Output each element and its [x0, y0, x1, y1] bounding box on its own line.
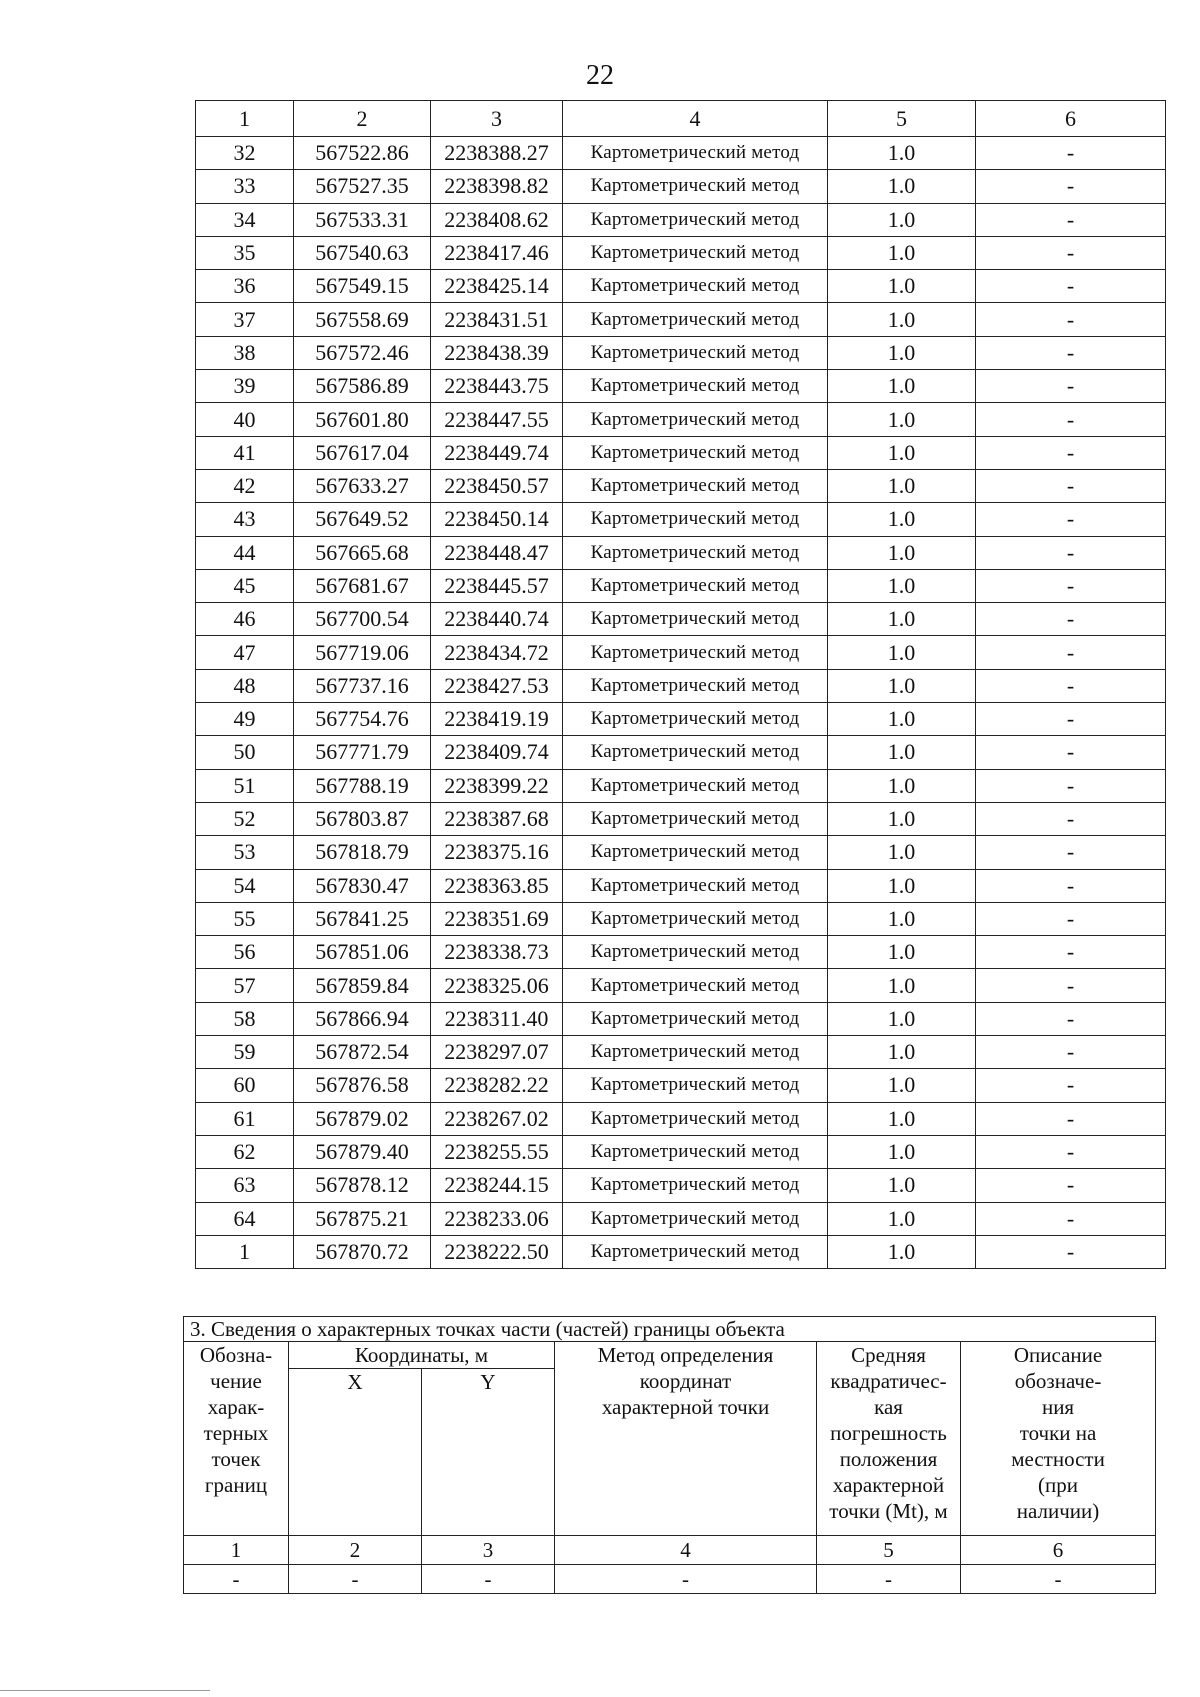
- point-number-cell: 56: [196, 936, 294, 969]
- point-number-cell: 34: [196, 203, 294, 236]
- x-coordinate-cell: 567818.79: [294, 836, 431, 869]
- method-cell: Картометрический метод: [563, 1135, 828, 1168]
- error-cell: 1.0: [828, 469, 976, 502]
- description-cell: -: [976, 902, 1166, 935]
- table-row: [196, 303, 1166, 336]
- header-x: X: [289, 1369, 422, 1536]
- table-row: [196, 170, 1166, 203]
- y-coordinate-cell: 2238282.22: [431, 1069, 563, 1102]
- y-coordinate-cell: 2238311.40: [431, 1002, 563, 1035]
- x-coordinate-cell: 567878.12: [294, 1169, 431, 1202]
- point-number-cell: 45: [196, 569, 294, 602]
- table-row: [196, 336, 1166, 369]
- error-cell: 1.0: [828, 503, 976, 536]
- method-cell: Картометрический метод: [563, 1169, 828, 1202]
- y-coordinate-cell: 2238417.46: [431, 236, 563, 269]
- y-coordinate-cell: 2238450.14: [431, 503, 563, 536]
- point-number-cell: 64: [196, 1202, 294, 1235]
- point-number-cell: 43: [196, 503, 294, 536]
- y-coordinate-cell: 2238267.02: [431, 1102, 563, 1135]
- y-coordinate-cell: 2238375.16: [431, 836, 563, 869]
- table-row: [196, 869, 1166, 902]
- method-cell: Картометрический метод: [563, 869, 828, 902]
- y-coordinate-cell: 2238445.57: [431, 569, 563, 602]
- error-cell: 1.0: [828, 270, 976, 303]
- method-cell: Картометрический метод: [563, 503, 828, 536]
- header-coordinates: Координаты, м: [289, 1342, 555, 1369]
- y-coordinate-cell: 2238338.73: [431, 936, 563, 969]
- x-coordinate-cell: 567879.02: [294, 1102, 431, 1135]
- point-number-cell: 33: [196, 170, 294, 203]
- method-cell: Картометрический метод: [563, 636, 828, 669]
- table-row: [196, 503, 1166, 536]
- table-row: [196, 669, 1166, 702]
- description-cell: -: [976, 836, 1166, 869]
- method-cell: Картометрический метод: [563, 569, 828, 602]
- point-number-cell: 42: [196, 469, 294, 502]
- method-cell: Картометрический метод: [563, 1202, 828, 1235]
- x-coordinate-cell: 567876.58: [294, 1069, 431, 1102]
- point-number-cell: 63: [196, 1169, 294, 1202]
- method-cell: Картометрический метод: [563, 936, 828, 969]
- method-cell: Картометрический метод: [563, 336, 828, 369]
- description-cell: -: [976, 1235, 1166, 1268]
- method-cell: Картометрический метод: [563, 703, 828, 736]
- error-cell: 1.0: [828, 303, 976, 336]
- column-number-cell: 1: [196, 101, 294, 137]
- x-coordinate-cell: 567533.31: [294, 203, 431, 236]
- point-number-cell: 58: [196, 1002, 294, 1035]
- x-coordinate-cell: 567649.52: [294, 503, 431, 536]
- description-cell: -: [976, 1202, 1166, 1235]
- table-row: [196, 270, 1166, 303]
- y-coordinate-cell: 2238425.14: [431, 270, 563, 303]
- description-cell: -: [976, 536, 1166, 569]
- description-cell: -: [976, 769, 1166, 802]
- y-coordinate-cell: 2238398.82: [431, 170, 563, 203]
- table-row: [196, 1235, 1166, 1268]
- section3-number-row: [184, 1536, 1156, 1565]
- error-cell: 1.0: [828, 703, 976, 736]
- y-coordinate-cell: 2238388.27: [431, 137, 563, 170]
- description-cell: -: [976, 736, 1166, 769]
- error-cell: 1.0: [828, 969, 976, 1002]
- column-number-cell: 4: [563, 101, 828, 137]
- x-coordinate-cell: 567866.94: [294, 1002, 431, 1035]
- table-row: [196, 936, 1166, 969]
- point-number-cell: 47: [196, 636, 294, 669]
- x-coordinate-cell: 567754.76: [294, 703, 431, 736]
- y-coordinate-cell: 2238233.06: [431, 1202, 563, 1235]
- section3-empty-row: [184, 1565, 1156, 1594]
- x-coordinate-cell: 567572.46: [294, 336, 431, 369]
- method-cell: Картометрический метод: [563, 969, 828, 1002]
- error-cell: 1.0: [828, 802, 976, 835]
- method-cell: Картометрический метод: [563, 802, 828, 835]
- table-row: [196, 802, 1166, 835]
- error-cell: 1.0: [828, 1235, 976, 1268]
- method-cell: Картометрический метод: [563, 1102, 828, 1135]
- description-cell: -: [976, 1036, 1166, 1069]
- point-number-cell: 37: [196, 303, 294, 336]
- x-coordinate-cell: 567803.87: [294, 802, 431, 835]
- error-cell: 1.0: [828, 536, 976, 569]
- table-row: [196, 1135, 1166, 1168]
- table-row: [196, 236, 1166, 269]
- x-coordinate-cell: 567875.21: [294, 1202, 431, 1235]
- column-number-cell: 2: [294, 101, 431, 137]
- error-cell: 1.0: [828, 636, 976, 669]
- table-row: [196, 769, 1166, 802]
- header-method: Метод определения координат характерной точки: [555, 1342, 817, 1536]
- table-row: [196, 1202, 1166, 1235]
- description-cell: -: [976, 936, 1166, 969]
- error-cell: 1.0: [828, 902, 976, 935]
- error-cell: 1.0: [828, 137, 976, 170]
- x-coordinate-cell: 567830.47: [294, 869, 431, 902]
- x-coordinate-cell: 567870.72: [294, 1235, 431, 1268]
- error-cell: 1.0: [828, 1002, 976, 1035]
- point-number-cell: 59: [196, 1036, 294, 1069]
- x-coordinate-cell: 567522.86: [294, 137, 431, 170]
- table-row: [196, 569, 1166, 602]
- error-cell: 1.0: [828, 1169, 976, 1202]
- error-cell: 1.0: [828, 736, 976, 769]
- error-cell: 1.0: [828, 769, 976, 802]
- point-number-cell: 61: [196, 1102, 294, 1135]
- method-cell: Картометрический метод: [563, 170, 828, 203]
- error-cell: 1.0: [828, 336, 976, 369]
- description-cell: -: [976, 603, 1166, 636]
- empty-cell: -: [184, 1565, 289, 1594]
- description-cell: -: [976, 1169, 1166, 1202]
- method-cell: Картометрический метод: [563, 403, 828, 436]
- y-coordinate-cell: 2238434.72: [431, 636, 563, 669]
- empty-cell: -: [961, 1565, 1156, 1594]
- description-cell: -: [976, 1002, 1166, 1035]
- point-number-cell: 50: [196, 736, 294, 769]
- method-cell: Картометрический метод: [563, 536, 828, 569]
- error-cell: 1.0: [828, 436, 976, 469]
- description-cell: -: [976, 436, 1166, 469]
- x-coordinate-cell: 567859.84: [294, 969, 431, 1002]
- number-cell: 5: [817, 1536, 961, 1565]
- table-row: [196, 603, 1166, 636]
- x-coordinate-cell: 567540.63: [294, 236, 431, 269]
- point-number-cell: 40: [196, 403, 294, 436]
- method-cell: Картометрический метод: [563, 436, 828, 469]
- description-cell: -: [976, 336, 1166, 369]
- description-cell: -: [976, 236, 1166, 269]
- description-cell: -: [976, 370, 1166, 403]
- description-cell: -: [976, 303, 1166, 336]
- x-coordinate-cell: 567719.06: [294, 636, 431, 669]
- description-cell: -: [976, 270, 1166, 303]
- description-cell: -: [976, 403, 1166, 436]
- point-number-cell: 48: [196, 669, 294, 702]
- number-cell: 3: [422, 1536, 555, 1565]
- empty-cell: -: [422, 1565, 555, 1594]
- table-row: [196, 703, 1166, 736]
- table-row: [196, 370, 1166, 403]
- error-cell: 1.0: [828, 1036, 976, 1069]
- description-cell: -: [976, 503, 1166, 536]
- description-cell: -: [976, 703, 1166, 736]
- description-cell: -: [976, 1102, 1166, 1135]
- y-coordinate-cell: 2238419.19: [431, 703, 563, 736]
- description-cell: -: [976, 469, 1166, 502]
- x-coordinate-cell: 567527.35: [294, 170, 431, 203]
- method-cell: Картометрический метод: [563, 203, 828, 236]
- x-coordinate-cell: 567771.79: [294, 736, 431, 769]
- x-coordinate-cell: 567549.15: [294, 270, 431, 303]
- description-cell: -: [976, 869, 1166, 902]
- point-number-cell: 32: [196, 137, 294, 170]
- number-cell: 6: [961, 1536, 1156, 1565]
- error-cell: 1.0: [828, 669, 976, 702]
- method-cell: Картометрический метод: [563, 236, 828, 269]
- description-cell: -: [976, 170, 1166, 203]
- table-row: [196, 1169, 1166, 1202]
- y-coordinate-cell: 2238440.74: [431, 603, 563, 636]
- table-row: [196, 137, 1166, 170]
- description-cell: -: [976, 137, 1166, 170]
- header-designation: Обозна- чение харак- терных точек границ: [184, 1342, 289, 1536]
- table-row: [196, 436, 1166, 469]
- column-number-cell: 3: [431, 101, 563, 137]
- y-coordinate-cell: 2238427.53: [431, 669, 563, 702]
- error-cell: 1.0: [828, 403, 976, 436]
- description-cell: -: [976, 569, 1166, 602]
- empty-cell: -: [289, 1565, 422, 1594]
- description-cell: -: [976, 203, 1166, 236]
- table-row: [196, 469, 1166, 502]
- method-cell: Картометрический метод: [563, 669, 828, 702]
- method-cell: Картометрический метод: [563, 137, 828, 170]
- table-row: [196, 636, 1166, 669]
- y-coordinate-cell: 2238363.85: [431, 869, 563, 902]
- description-cell: -: [976, 969, 1166, 1002]
- table-row: [196, 736, 1166, 769]
- x-coordinate-cell: 567601.80: [294, 403, 431, 436]
- error-cell: 1.0: [828, 1102, 976, 1135]
- error-cell: 1.0: [828, 1135, 976, 1168]
- empty-cell: -: [817, 1565, 961, 1594]
- method-cell: Картометрический метод: [563, 836, 828, 869]
- y-coordinate-cell: 2238222.50: [431, 1235, 563, 1268]
- method-cell: Картометрический метод: [563, 902, 828, 935]
- error-cell: 1.0: [828, 370, 976, 403]
- method-cell: Картометрический метод: [563, 1235, 828, 1268]
- point-number-cell: 1: [196, 1235, 294, 1268]
- point-number-cell: 51: [196, 769, 294, 802]
- section3-header-row: [184, 1342, 1156, 1369]
- point-number-cell: 41: [196, 436, 294, 469]
- error-cell: 1.0: [828, 1202, 976, 1235]
- point-number-cell: 62: [196, 1135, 294, 1168]
- error-cell: 1.0: [828, 569, 976, 602]
- point-number-cell: 57: [196, 969, 294, 1002]
- error-cell: 1.0: [828, 203, 976, 236]
- error-cell: 1.0: [828, 936, 976, 969]
- description-cell: -: [976, 669, 1166, 702]
- description-cell: -: [976, 802, 1166, 835]
- table-row: [196, 1102, 1166, 1135]
- header-y: Y: [422, 1369, 555, 1536]
- table-row: [196, 1002, 1166, 1035]
- method-cell: Картометрический метод: [563, 370, 828, 403]
- section3-table: [183, 1316, 1156, 1594]
- header-error: Средняя квадратичес- кая погрешность положения характерной точки (Mt), м: [817, 1342, 961, 1536]
- error-cell: 1.0: [828, 170, 976, 203]
- method-cell: Картометрический метод: [563, 603, 828, 636]
- empty-cell: -: [555, 1565, 817, 1594]
- y-coordinate-cell: 2238244.15: [431, 1169, 563, 1202]
- x-coordinate-cell: 567879.40: [294, 1135, 431, 1168]
- section3-title-row: [184, 1317, 1156, 1342]
- x-coordinate-cell: 567558.69: [294, 303, 431, 336]
- footer-divider: [0, 1690, 210, 1691]
- y-coordinate-cell: 2238408.62: [431, 203, 563, 236]
- table-row: [196, 203, 1166, 236]
- y-coordinate-cell: 2238325.06: [431, 969, 563, 1002]
- error-cell: 1.0: [828, 603, 976, 636]
- section3-title: 3. Сведения о характерных точках части (частей) границы объекта: [184, 1317, 1156, 1342]
- point-number-cell: 60: [196, 1069, 294, 1102]
- method-cell: Картометрический метод: [563, 1069, 828, 1102]
- point-number-cell: 39: [196, 370, 294, 403]
- y-coordinate-cell: 2238297.07: [431, 1036, 563, 1069]
- y-coordinate-cell: 2238447.55: [431, 403, 563, 436]
- point-number-cell: 38: [196, 336, 294, 369]
- header-description: Описание обозначе- ния точки на местности (при наличии): [961, 1342, 1156, 1536]
- table-row: [196, 1069, 1166, 1102]
- column-number-cell: 5: [828, 101, 976, 137]
- table-row: [196, 902, 1166, 935]
- x-coordinate-cell: 567681.67: [294, 569, 431, 602]
- method-cell: Картометрический метод: [563, 736, 828, 769]
- y-coordinate-cell: 2238409.74: [431, 736, 563, 769]
- point-number-cell: 52: [196, 802, 294, 835]
- y-coordinate-cell: 2238351.69: [431, 902, 563, 935]
- y-coordinate-cell: 2238399.22: [431, 769, 563, 802]
- x-coordinate-cell: 567633.27: [294, 469, 431, 502]
- y-coordinate-cell: 2238431.51: [431, 303, 563, 336]
- point-number-cell: 53: [196, 836, 294, 869]
- error-cell: 1.0: [828, 1069, 976, 1102]
- description-cell: -: [976, 636, 1166, 669]
- number-cell: 4: [555, 1536, 817, 1565]
- method-cell: Картометрический метод: [563, 1002, 828, 1035]
- x-coordinate-cell: 567872.54: [294, 1036, 431, 1069]
- point-number-cell: 44: [196, 536, 294, 569]
- y-coordinate-cell: 2238449.74: [431, 436, 563, 469]
- method-cell: Картометрический метод: [563, 469, 828, 502]
- y-coordinate-cell: 2238448.47: [431, 536, 563, 569]
- y-coordinate-cell: 2238443.75: [431, 370, 563, 403]
- error-cell: 1.0: [828, 236, 976, 269]
- method-cell: Картометрический метод: [563, 303, 828, 336]
- table-row: [196, 403, 1166, 436]
- method-cell: Картометрический метод: [563, 1036, 828, 1069]
- point-number-cell: 55: [196, 902, 294, 935]
- method-cell: Картометрический метод: [563, 769, 828, 802]
- error-cell: 1.0: [828, 869, 976, 902]
- x-coordinate-cell: 567737.16: [294, 669, 431, 702]
- x-coordinate-cell: 567665.68: [294, 536, 431, 569]
- column-number-row: [196, 101, 1166, 137]
- point-number-cell: 49: [196, 703, 294, 736]
- y-coordinate-cell: 2238255.55: [431, 1135, 563, 1168]
- point-number-cell: 35: [196, 236, 294, 269]
- point-number-cell: 46: [196, 603, 294, 636]
- y-coordinate-cell: 2238438.39: [431, 336, 563, 369]
- coordinates-table: [195, 100, 1166, 1269]
- x-coordinate-cell: 567841.25: [294, 902, 431, 935]
- y-coordinate-cell: 2238387.68: [431, 802, 563, 835]
- method-cell: Картометрический метод: [563, 270, 828, 303]
- table-row: [196, 836, 1166, 869]
- y-coordinate-cell: 2238450.57: [431, 469, 563, 502]
- number-cell: 2: [289, 1536, 422, 1565]
- description-cell: -: [976, 1069, 1166, 1102]
- table-row: [196, 1036, 1166, 1069]
- x-coordinate-cell: 567788.19: [294, 769, 431, 802]
- point-number-cell: 36: [196, 270, 294, 303]
- column-number-cell: 6: [976, 101, 1166, 137]
- x-coordinate-cell: 567617.04: [294, 436, 431, 469]
- x-coordinate-cell: 567851.06: [294, 936, 431, 969]
- table-row: [196, 969, 1166, 1002]
- error-cell: 1.0: [828, 836, 976, 869]
- description-cell: -: [976, 1135, 1166, 1168]
- page-number: 22: [586, 60, 614, 91]
- point-number-cell: 54: [196, 869, 294, 902]
- x-coordinate-cell: 567586.89: [294, 370, 431, 403]
- number-cell: 1: [184, 1536, 289, 1565]
- x-coordinate-cell: 567700.54: [294, 603, 431, 636]
- table-row: [196, 536, 1166, 569]
